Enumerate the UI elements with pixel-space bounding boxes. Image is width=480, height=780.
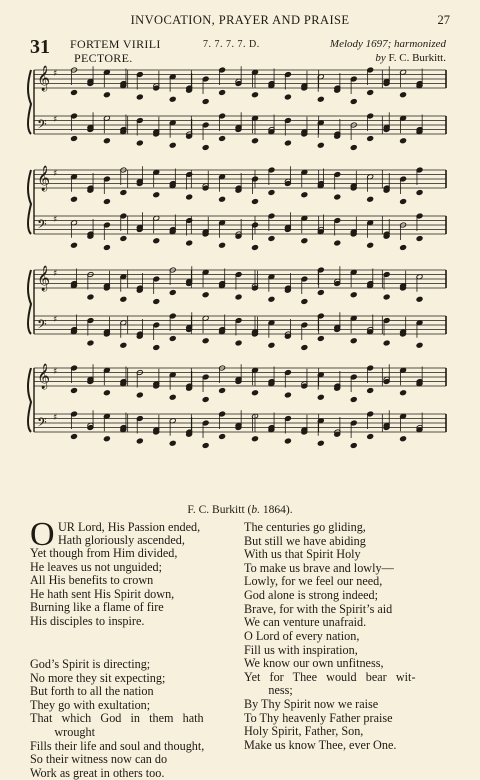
note-head	[350, 99, 357, 105]
verse-3-line-1: The centuries go gliding,	[244, 520, 366, 534]
note-head	[202, 99, 209, 105]
key-signature-sharp: ♯	[53, 115, 58, 125]
note-head	[268, 296, 275, 302]
note-head	[71, 136, 78, 142]
note-head	[202, 145, 209, 151]
note-head	[120, 342, 127, 348]
page-number: 27	[437, 13, 450, 27]
treble-clef: 𝄞	[37, 166, 51, 191]
verse-1-rest-line-4: He hath sent His Spirit down,	[30, 586, 175, 601]
key-signature-sharp: ♯	[53, 367, 58, 377]
note-head	[350, 338, 357, 344]
note-head	[317, 142, 324, 148]
verse-2-line-1: God’s Spirit is directing;	[30, 657, 151, 671]
tune-name-line2: PECTORE.	[74, 51, 133, 65]
note-head	[400, 92, 407, 98]
verse-2-line-9: Work as great in others too.	[30, 765, 165, 780]
note-head	[350, 397, 357, 403]
key-signature-sharp: ♯	[53, 315, 58, 325]
drop-cap: O	[30, 516, 55, 553]
verse-4-line-9: Make us know Thee, ever One.	[244, 737, 397, 752]
note-head	[202, 292, 209, 298]
note-head	[350, 443, 357, 449]
note-head	[186, 240, 193, 246]
verse-2	[30, 658, 204, 780]
note-head	[219, 90, 226, 96]
note-head	[367, 196, 374, 202]
note-head	[136, 392, 143, 398]
treble-clef: 𝄞	[37, 266, 51, 291]
verse-2-line-3: But forth to all the nation	[30, 684, 154, 699]
note-head	[400, 390, 407, 396]
verse-3-line-8: We can venture unafraid.	[244, 615, 367, 630]
meter: 7. 7. 7. 7. D.	[203, 39, 260, 50]
verse-1-line-2: Hath gloriously ascended,	[58, 533, 185, 547]
note-head	[153, 299, 160, 305]
verse-3-line-3: With us that Spirit Holy	[244, 547, 361, 562]
bass-clef: 𝄢	[37, 117, 47, 135]
verse-4-line-5: ness;	[244, 683, 293, 698]
note-head	[317, 394, 324, 400]
note-head	[120, 236, 127, 242]
note-head	[103, 138, 110, 144]
note-head	[87, 425, 94, 431]
verse-4	[244, 630, 416, 752]
note-head	[400, 199, 407, 205]
note-head	[202, 185, 209, 191]
verse-4-line-8: Holy Spirit, Father, Son,	[244, 724, 364, 739]
brace	[28, 368, 31, 432]
note-head	[136, 94, 143, 100]
verse-3-line-6: God alone is strong indeed;	[244, 587, 379, 602]
verse-1-rest-line-6: His disciples to inspire.	[30, 613, 145, 628]
author-paren-close: ).	[285, 504, 293, 516]
note-head	[416, 236, 423, 242]
verse-2-line-6: wrought	[30, 724, 95, 739]
bass-clef: 𝄢	[37, 317, 47, 335]
note-head	[350, 292, 357, 298]
note-head	[169, 336, 176, 342]
note-head	[103, 436, 110, 442]
verse-2-line-8: So their witness now can do	[30, 752, 168, 767]
verse-3-line-2: But still we have abiding	[244, 533, 366, 548]
note-head	[334, 240, 341, 246]
note-head	[301, 383, 308, 389]
melody-credit-by: by	[375, 52, 386, 64]
note-head	[400, 436, 407, 442]
treble-clef: 𝄞	[37, 364, 51, 389]
note-head	[317, 96, 324, 102]
note-head	[202, 443, 209, 449]
note-head	[317, 290, 324, 296]
note-head	[400, 245, 407, 251]
verse-3-line-4: To make us brave and lowly—	[244, 560, 394, 575]
note-head	[334, 281, 341, 287]
note-head	[87, 294, 94, 300]
note-head	[235, 81, 242, 87]
note-head	[136, 140, 143, 146]
note-head	[219, 196, 226, 202]
note-head	[103, 390, 110, 396]
note-head	[103, 199, 110, 205]
key-signature-sharp: ♯	[53, 269, 58, 279]
brace	[28, 70, 31, 134]
author-line	[0, 504, 480, 516]
note-head	[71, 196, 78, 202]
note-head	[169, 290, 176, 296]
brace	[28, 170, 31, 234]
note-head	[350, 145, 357, 151]
note-head	[400, 138, 407, 144]
verse-1-rest-line-5: Burning like a flame of fire	[30, 600, 164, 615]
note-head	[169, 96, 176, 102]
note-head	[284, 438, 291, 444]
note-head	[416, 296, 423, 302]
tune-name	[70, 37, 161, 65]
verse-1-rest-line-3: All His benefits to crown	[30, 573, 154, 588]
note-head	[334, 194, 341, 200]
note-head	[235, 340, 242, 346]
verse-4-line-2: Fill us with inspiration,	[244, 642, 358, 657]
key-signature-sharp: ♯	[53, 69, 58, 79]
verse-4-line-3: We know our own unfitness,	[244, 656, 384, 671]
note-head	[301, 192, 308, 198]
verse-2-line-7: Fills their life and soul and thought,	[30, 738, 205, 753]
note-head	[87, 340, 94, 346]
note-head	[235, 294, 242, 300]
note-head	[71, 90, 78, 96]
note-head	[120, 190, 127, 196]
note-head	[120, 296, 127, 302]
note-head	[268, 236, 275, 242]
note-head	[284, 140, 291, 146]
note-head	[416, 342, 423, 348]
note-head	[367, 388, 374, 394]
note-head	[268, 190, 275, 196]
note-head	[252, 390, 259, 396]
note-head	[416, 190, 423, 196]
note-head	[383, 294, 390, 300]
note-head	[284, 181, 291, 187]
note-head	[153, 192, 160, 198]
hymn-number: 31	[30, 36, 50, 58]
note-head	[169, 394, 176, 400]
note-head	[219, 242, 226, 248]
author-born-abbrev: b.	[251, 504, 260, 516]
note-head	[169, 142, 176, 148]
note-head	[317, 336, 324, 342]
verse-4-line-4: Yet for Thee would bear wit-	[244, 669, 416, 684]
note-head	[252, 245, 259, 251]
note-head	[219, 434, 226, 440]
note-head	[367, 242, 374, 248]
bass-clef: 𝄢	[37, 415, 47, 433]
note-head	[383, 379, 390, 385]
note-head	[284, 94, 291, 100]
key-signature-sharp: ♯	[53, 413, 58, 423]
note-head	[169, 440, 176, 446]
note-head	[367, 136, 374, 142]
note-head	[252, 199, 259, 205]
note-head	[252, 138, 259, 144]
note-head	[153, 238, 160, 244]
verse-4-line-7: To Thy heavenly Father praise	[244, 710, 393, 725]
key-signature-sharp: ♯	[53, 215, 58, 225]
melody-credit-name: F. C. Burkitt.	[388, 52, 446, 64]
brace	[28, 270, 31, 334]
note-head	[383, 340, 390, 346]
key-signature-sharp: ♯	[53, 169, 58, 179]
note-head	[71, 388, 78, 394]
note-head	[301, 345, 308, 351]
verse-3-line-7: Brave, for with the Spirit’s aid	[244, 601, 393, 616]
note-head	[202, 397, 209, 403]
note-head	[301, 238, 308, 244]
note-head	[367, 434, 374, 440]
verse-1-rest-line-2: He leaves us not unguided;	[30, 559, 163, 574]
note-head	[367, 90, 374, 96]
running-header: INVOCATION, PRAYER AND PRAISE	[130, 13, 350, 27]
note-head	[219, 388, 226, 394]
music-score	[0, 62, 480, 487]
note-head	[252, 285, 259, 291]
note-head	[301, 299, 308, 305]
note-head	[219, 136, 226, 142]
note-head	[71, 242, 78, 248]
note-head	[71, 434, 78, 440]
note-head	[136, 438, 143, 444]
note-head	[284, 392, 291, 398]
bass-clef: 𝄢	[37, 217, 47, 235]
note-head	[153, 345, 160, 351]
note-head	[186, 194, 193, 200]
tune-name-line1: FORTEM VIRILI	[70, 37, 161, 51]
verse-2-line-5: That which God in them hath	[30, 711, 204, 726]
author-paren: (	[247, 504, 252, 516]
author-born-year: 1864	[259, 504, 286, 516]
note-head	[153, 85, 160, 91]
author-name: F. C. Burkitt	[187, 504, 245, 516]
melody-credit	[296, 37, 446, 65]
melody-credit-line1: Melody 1697; harmonized	[329, 38, 446, 50]
verse-2-line-2: No more they sit expecting;	[30, 670, 166, 685]
verse-3	[244, 521, 394, 630]
verse-2-line-4: They go with exultation;	[30, 697, 151, 712]
note-head	[103, 245, 110, 251]
note-head	[317, 440, 324, 446]
verse-3-line-5: Lowly, for we feel our need,	[244, 574, 383, 589]
verse-4-line-6: By Thy Spirit now we raise	[244, 696, 379, 711]
verse-4-line-1: O Lord of every nation,	[244, 629, 360, 643]
verse-1-line-1: UR Lord, His Passion ended,	[58, 520, 201, 534]
treble-clef: 𝄞	[37, 66, 51, 91]
verse-1-rest-line-1: Yet though from Him divided,	[30, 546, 178, 560]
verse-1-rest	[30, 547, 177, 629]
note-head	[103, 92, 110, 98]
note-head	[202, 338, 209, 344]
note-head	[268, 342, 275, 348]
note-head	[252, 436, 259, 442]
note-head	[252, 92, 259, 98]
